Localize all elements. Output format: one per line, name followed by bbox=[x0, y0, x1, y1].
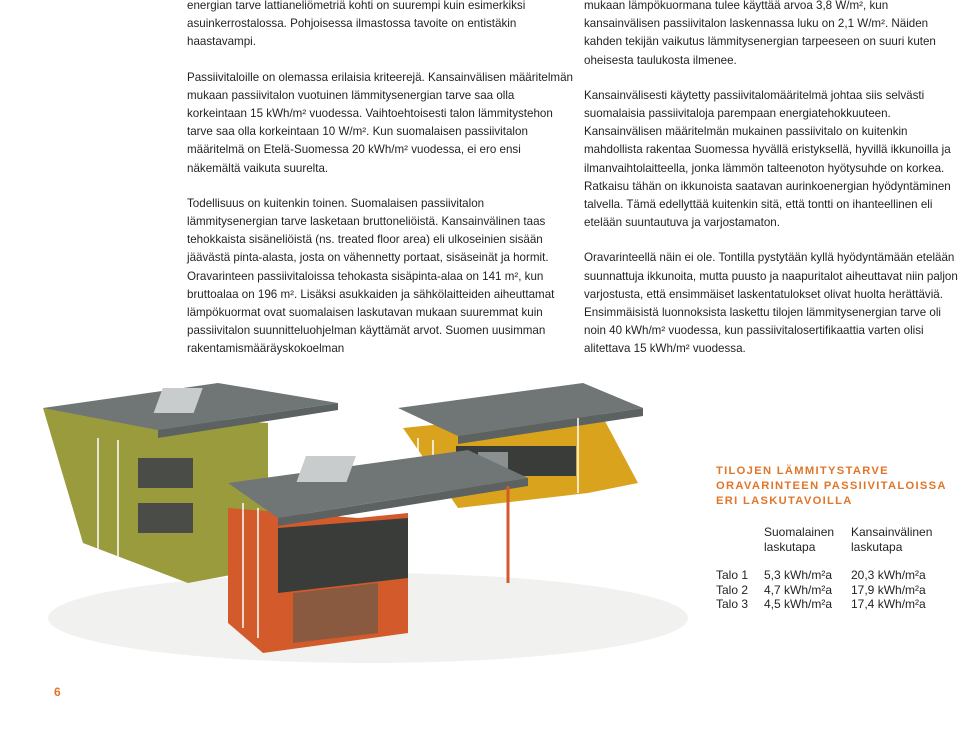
paragraph: Todellisuus on kuitenkin toinen. Suomalaisen passiivitalon lämmitysenergian tarve lasketaan bruttoneliöistä. Kansainvälinen taas tehokkaista sisäneliöistä (ns. treated floor area) eli ulkoseinien sisään jäävästä pinta-alasta, josta on vähennetty portaat, sisäseinät ja hormit. Oravarinteen passiivitaloissa tehokasta sisäpinta-alaa on 141 m², kun bruttoalaa on 196 m². Lisäksi asukkaiden ja sähkölaitteiden aiheuttamat lämpökuormat ovat suomalaisen laskutavan mukaan suuremmat kuin passiivitalon suunnitteluohjelman käyttämät arvot. Suomen uusimman rakentamismääräyskokoelman bbox=[187, 196, 555, 356]
paragraph: Oravarinteellä näin ei ole. Tontilla pystytään kyllä hyödyntämään etelään suunnattuja ikkunoita, mutta puusto ja naapuritalot aiheuttavat niin paljon varjostusta, että ensimmäiset laskentatulokset olivat huolta herättäviä. Ensimmäisistä luonnoksista laskettu tilojen lämmitysenergian tarve oli noin 40 kWh/m² vuodessa, kun passiivitalosertifikaattia varten olisi alitettava 15 kWh/m² vuodessa. bbox=[584, 251, 958, 356]
table-cell: 17,4 kWh/m²a bbox=[851, 597, 926, 612]
data-table bbox=[716, 525, 960, 612]
paragraph: energian tarve lattianeliömetriä kohti on suurempi kuin esimerkiksi asuinkerrostalossa. Pohjoisessa ilmastossa tavoite on entistäkin haastavampi. bbox=[187, 0, 526, 49]
left-text-column bbox=[187, 0, 573, 376]
table-cell: 20,3 kWh/m²a bbox=[851, 568, 926, 583]
table-header-cell: Kansainvälinen laskutapa bbox=[851, 525, 933, 554]
paragraph: mukaan lämpökuormana tulee käyttää arvoa 3,8 W/m², kun kansainvälisen passiivitalon laskennassa luku on 2,1 W/m². Näiden kahden tekijän vaikutus lämmitysenergian tarpeeseen on suuri kuten oheisesta taulukosta ilmenee. bbox=[584, 0, 936, 67]
table-header-cell: Suomalainen laskutapa bbox=[764, 525, 835, 554]
paragraph: Kansainvälisesti käytetty passiivitalomääritelmä johtaa siis selvästi suomalaisia passiivitaloja parempaan energiatehokkuuteen. Kansainvälisen määritelmän mukainen passiivitalo on kuitenkin mahdollista rakentaa Suomessa hyvällä eristyksellä, hyvillä ikkunoilla ja ilmanvaihtolaitteella, jonka lämmön talteenoton hyötysuhde on korkea. Ratkaisu tähän on ikkunoista saatavan aurinkoenergian hyödyntäminen talvella. Tämä edellyttää kuitenkin sitä, että tontti on ihanteellinen eli etelään suuntautuva ja varjostamaton. bbox=[584, 88, 951, 230]
heating-demand-table bbox=[716, 464, 960, 612]
table-row bbox=[716, 583, 960, 598]
paragraph: Passiivitaloille on olemassa erilaisia kriteerejä. Kansainvälisen määritelmän mukaan passiivitalon vuotuinen lämmitysenergian tarve saa olla korkeintaan 15 kWh/m² vuodessa. Vaihtoehtoisesti talon lämmitystehon tarve saa olla korkeintaan 10 W/m². Kun suomalaisen passiivitalon määritelmä on Etelä-Suomessa 20 kWh/m² vuodessa, ei ero ensi näkemältä vaikuta suurelta. bbox=[187, 70, 573, 175]
table-title: TILOJEN LÄMMITYSTARVE ORAVARINTEEN PASSIIVITALOISSA ERI LASKUTAVOILLA bbox=[716, 465, 947, 507]
page-number: 6 bbox=[54, 685, 61, 699]
table-cell: Talo 3 bbox=[716, 597, 749, 612]
table-cell: 4,5 kWh/m²a bbox=[764, 597, 833, 612]
table-cell: Talo 1 bbox=[716, 568, 749, 583]
table-row bbox=[716, 597, 960, 612]
table-header-row bbox=[716, 525, 960, 568]
table-row bbox=[716, 568, 960, 583]
right-text-column bbox=[584, 0, 960, 376]
table-cell: Talo 2 bbox=[716, 582, 749, 597]
table-cell: 4,7 kWh/m²a bbox=[764, 582, 833, 597]
table-cell: 5,3 kWh/m²a bbox=[764, 568, 833, 583]
table-header-cell bbox=[716, 525, 764, 568]
passive-houses-illustration bbox=[38, 368, 693, 668]
table-cell: 17,9 kWh/m²a bbox=[851, 582, 926, 597]
